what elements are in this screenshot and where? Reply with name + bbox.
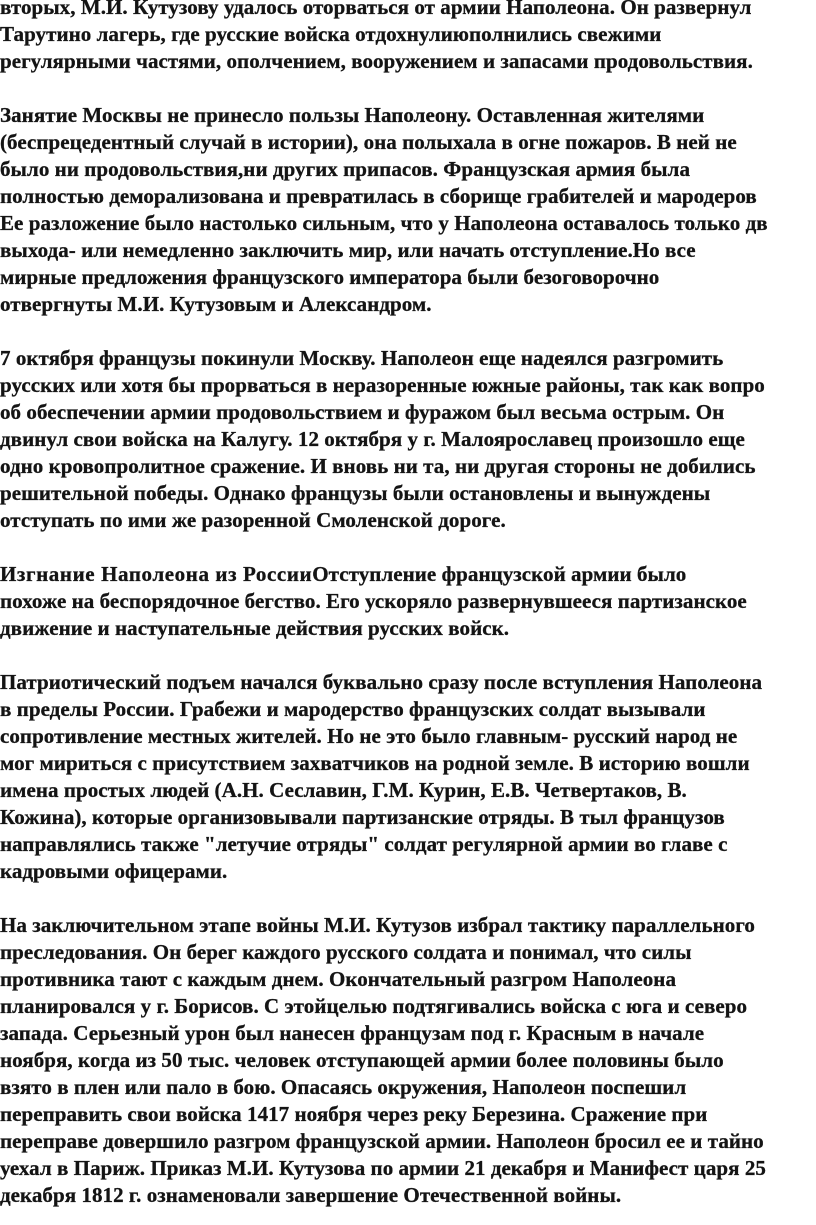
text-line: мог мириться с присутствием захватчиков на родной земле. В историю вошли: [0, 751, 750, 775]
text-line: имена простых людей (А.Н. Сеславин, Г.М. Курин, Е.В. Четвертаков, В.: [0, 778, 687, 802]
text-line: выхода- или немедленно заключить мир, или начать отступление.Но все: [0, 238, 696, 262]
text-line: преследования. Он берег каждого русского солдата и понимал, что силы: [0, 940, 692, 964]
text-line: направлялись также "летучие отряды" солдат регулярной армии во главе с: [0, 832, 728, 856]
text-line: об обеспечении армии продовольствием и фуражом был весьма острым. Он: [0, 400, 725, 424]
text-line: взято в плен или пало в бою. Опасаясь окружения, Наполеон поспешил: [0, 1075, 687, 1099]
paragraph-expulsion: [0, 561, 816, 642]
text-line: было ни продовольствия,ни других припасов. Французская армия была: [0, 157, 690, 181]
text-line: декабря 1812 г. ознаменовали завершение Отечественной войны.: [0, 1183, 622, 1207]
text-line: отступать по ими же разоренной Смоленской дороге.: [0, 508, 506, 532]
text-line: запада. Серьезный урон был нанесен французам под г. Красным в начале: [0, 1021, 705, 1045]
text-line: Патриотический подъем начался буквально сразу после вступления Наполеона: [0, 670, 763, 694]
text-line: уехал в Париж. Приказ М.И. Кутузова по армии 21 декабря и Манифест царя 25: [0, 1156, 766, 1180]
text-line: одно кровопролитное сражение. И вновь ни та, ни другая стороны не добились: [0, 454, 756, 478]
text-line: двинул свои войска на Калугу. 12 октября у г. Малоярославец произошло еще: [0, 427, 745, 451]
text-line: сопротивление местных жителей. Но не это было главным- русский народ не: [0, 724, 738, 748]
paragraph-moscow: [0, 102, 816, 318]
text-line: противника тают с каждым днем. Окончательный разгром Наполеона: [0, 967, 676, 991]
text-line: Кожина), которые организовывали партизанские отряды. В тыл французов: [0, 805, 725, 829]
text-line: вторых, М.И. Кутузову удалось оторваться от армии Наполеона. Он развернул: [0, 0, 752, 19]
text-line: решительной победы. Однако французы были остановлены и вынуждены: [0, 481, 711, 505]
text-line: 7 октября французы покинули Москву. Наполеон еще надеялся разгромить: [0, 346, 724, 370]
text-line: отвергнуты М.И. Кутузовым и Александром.: [0, 292, 432, 316]
paragraph-gap: [0, 642, 816, 669]
section-heading: Изгнание Наполеона из России: [0, 562, 313, 586]
text-line: кадровыми офицерами.: [0, 859, 228, 883]
paragraph-gap: [0, 75, 816, 102]
text-line: (беспрецедентный случай в истории), она полыхала в огне пожаров. В ней не: [0, 130, 737, 154]
text-line: Занятие Москвы не принесло пользы Наполеону. Оставленная жителями: [0, 103, 705, 127]
text-line: [0, 561, 816, 588]
text-line: переправе довершило разгром французской армии. Наполеон бросил ее и тайно: [0, 1129, 764, 1153]
text-line: мирные предложения французского императора были безоговорочно: [0, 265, 660, 289]
text-line: Ее разложение было настолько сильным, что у Наполеона оставалось только дв: [0, 211, 768, 235]
text-line: планировался у г. Борисов. С этойцелью подтягивались войска с юга и северо: [0, 994, 748, 1018]
paragraph-gap: [0, 534, 816, 561]
paragraph-tarutino: [0, 0, 816, 75]
text-line: полностью деморализована и превратилась в сборище грабителей и мародеров: [0, 184, 757, 208]
text-line: регулярными частями, ополчением, вооружением и запасами продовольствия.: [0, 49, 753, 73]
paragraph-final-stage: [0, 912, 816, 1209]
paragraph-gap: [0, 885, 816, 912]
text-line: русских или хотя бы прорваться в неразоренные южные районы, так как вопро: [0, 373, 765, 397]
heading-continuation: Отступление французской армии было: [312, 562, 687, 586]
text-line: На заключительном этапе войны М.И. Кутузов избрал тактику параллельного: [0, 913, 755, 937]
paragraph-gap: [0, 318, 816, 345]
text-line: движение и наступательные действия русских войск.: [0, 616, 510, 640]
text-line: переправить свои войска 1417 ноября через реку Березина. Сражение при: [0, 1102, 708, 1126]
paragraph-partisans: [0, 669, 816, 885]
text-line: Тарутино лагерь, где русские войска отдохнулиюполнились свежими: [0, 22, 662, 46]
text-line: похоже на беспорядочное бегство. Его ускоряло развернувшееся партизанское: [0, 589, 747, 613]
paragraph-october: [0, 345, 816, 534]
text-line: ноября, когда из 50 тыс. человек отступающей армии более половины было: [0, 1048, 724, 1072]
text-line: в пределы России. Грабежи и мародерство французских солдат вызывали: [0, 697, 706, 721]
